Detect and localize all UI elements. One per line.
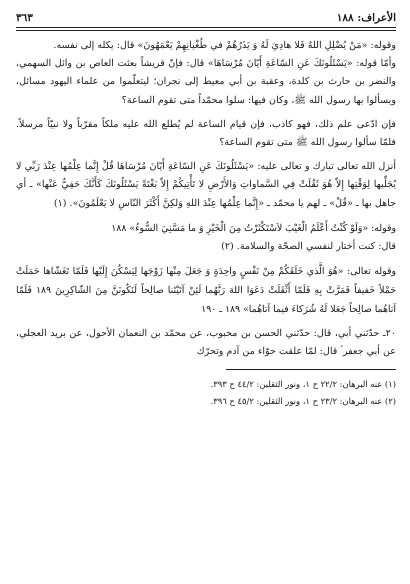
paragraph: أنزل الله تعالى تبارك و تعالى عليه: «يَسْئَلُونَكَ عَنِ السّاعَةِ أَيّانَ مُرْسَاهَا قُلْ إِنَّما عِلْمُها عِنْدَ رَبِّي لا يُجَلِّيها لِوَقْتِها إِلاّ هُوَ ثَقُلَتْ فِي السَّماواتِ وَالأَرْضِ لا تَأْتِيكُمْ إِلاّ بَغْتَةً يَسْئَلُونَكَ كَأَنَّكَ حَفِيٌّ عَنْها» ـ أي جاهل بها ـ «قُلْ» ـ لهم يا محمّد ـ «إِنَّما عِلْمُها عِنْدَ اللهِ وَلكِنَّ أَكْثَرَ النّاسِ لا يَعْلَمُونَ». (١): [16, 161, 396, 209]
paragraph: وقوله تعالى: «هُوَ الَّذي خَلَقَكُمْ مِنْ نَفْسٍ واحِدَةٍ وَ جَعَلَ مِنْها زَوْجَها لِيَسْكُنَ إِلَيْها فَلَمّا تَغَشّاها حَمَلَتْ حَمْلاً خَفيفاً فَمَرَّتْ بِهِ فَلَمّا أَثْقَلَتْ دَعَوَا اللهَ رَبَّهُما لَئِنْ آتَيْتَنا صالِحاً لَنَكُونَنَّ مِنَ الشّاكِرِينَ ١٨٩ فَلَمّا آتاهُما صالِحاً جَعَلا لَهُ شُرَكاءَ فيما آتاهُما» ١٨٩ ـ ١٩٠: [16, 266, 396, 316]
paragraph: فإن ادّعى علم ذلك، فهو كاذب، فإن قيام الساعة لم يُطلع الله عليه ملكاً مقرّباً ولا نبيّاً مرسلاً. فلمّا سألوا رسول الله ﷺ متى تقوم الساعة؟: [16, 118, 396, 149]
running-title: الأعراف: ١٨٨: [336, 12, 396, 24]
footnotes: [16, 376, 396, 410]
paragraph: وأمّا قوله: «يَسْئَلُونَكَ عَنِ السّاعَةِ أَيّانَ مُرْسَاهَا» قال: فإنّ قريشاً بعثت العاص بن وائل السهمي، والنضر بن حارث بن كلدة، وعقبة بن أبي معيط إلى نجران؛ ليتعلّموا من علماء اليهود مسائل، ويسألوا بها رسول الله ﷺ، وكان فيها: سلوا محمّداً متى تقوم الساعة؟: [16, 58, 396, 106]
footnote: (٢) عنه البرهان: ٢٣/٢ ح ١، ونور الثقلين: ٤٥/٢ ح ٣٩٦.: [210, 396, 396, 407]
paragraph: وقوله: «وَلَوْ كُنْتُ أَعْلَمُ الْغَيْبَ لاَسْتَكْثَرْتُ مِنَ الْخَيْرِ وَ ما مَسَّنِيَ السُّوءُ» ١٨٨: [111, 222, 396, 234]
footnote: (١) عنه البرهان: ٢٢/٢ ح ١، ونور الثقلين: ٤٤/٢ ح ٣٩٣.: [210, 379, 396, 390]
page-number: ٣٦٣: [16, 12, 33, 24]
page-header: [16, 8, 396, 24]
header-rule: [16, 27, 396, 28]
body-text: [16, 37, 396, 361]
paragraph: قال: كنت أختار لنفسي الصحّة والسلامة. (٢): [221, 240, 396, 252]
header-rule-thin: [16, 30, 396, 31]
footnote-separator: [226, 369, 396, 370]
paragraph: ٢٠ـ حدّثني أبي، قال: حدّثني الحسن بن محبوب، عن محمّد بن النعمان الأحول، عن بريد العجلي، عن أبي جعفر ؑ قال: لمّا علقت حوّاء من آدم وتحرّك: [16, 328, 396, 358]
paragraph: وقوله: «مَنْ يُضْلِلِ اللهُ فَلا هادِيَ لَهُ وَ يَذَرُهُمْ في طُغْيانِهِمْ يَعْمَهُونَ» قال: يكله إلى نفسه.: [53, 40, 396, 51]
